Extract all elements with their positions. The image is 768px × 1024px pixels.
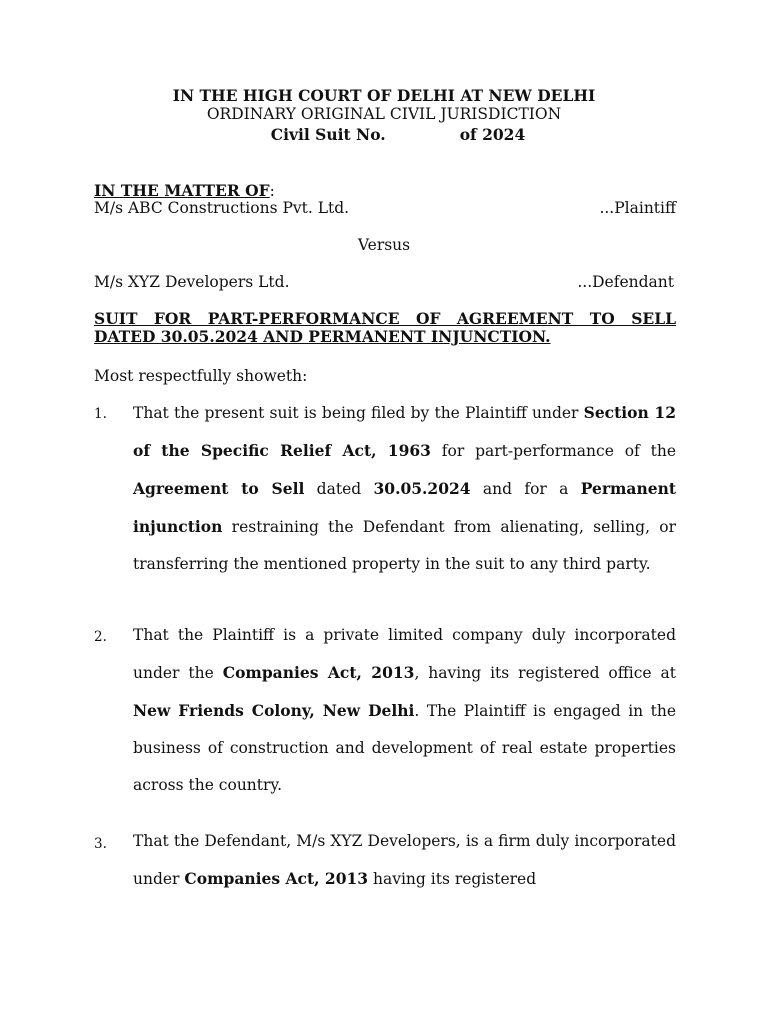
paragraph-bold-text: Companies Act, 2013	[222, 663, 415, 682]
plaintiff-name: M/s ABC Constructions Pvt. Ltd.	[94, 199, 350, 217]
paragraph-1	[133, 394, 676, 583]
paragraph-bold-text: Companies Act, 2013	[184, 869, 369, 888]
paragraph-number: 1.	[94, 406, 107, 422]
paragraph-text: That the Defendant, M/s XYZ Developers, is a firm duly incorporated under	[133, 832, 676, 888]
paragraph-text: . The Plaintiff is engaged in the business of construction and development of real estate properties across the country.	[133, 702, 676, 794]
paragraph-bold-text: Section 12 of the Specific Relief Act, 1963	[133, 403, 676, 460]
suit-number-line	[0, 125, 768, 144]
court-title: IN THE HIGH COURT OF DELHI AT NEW DELHI	[172, 86, 596, 105]
paragraph-text: having its registered	[368, 870, 537, 888]
suit-subject: SUIT FOR PART-PERFORMANCE OF AGREEMENT TO SELL DATED 30.05.2024 AND PERMANENT INJUNCTION.	[94, 309, 676, 346]
jurisdiction-line: ORDINARY ORIGINAL CIVIL JURISDICTION	[206, 105, 562, 123]
intro-text: Most respectfully showeth:	[94, 367, 308, 385]
plaintiff-role: ...Plaintiff	[599, 199, 676, 217]
paragraph-bold-text: 30.05.2024	[373, 479, 471, 498]
suit-prefix: Civil Suit No.	[270, 125, 386, 144]
suit-suffix: of 2024	[459, 125, 526, 144]
defendant-role: ...Defendant	[577, 273, 674, 291]
versus-label: Versus	[357, 236, 411, 254]
paragraph-text: and for a	[470, 480, 581, 498]
paragraph-text: restraining the Defendant from alienating, selling, or transferring the mentioned property in the suit to any third party.	[133, 518, 676, 573]
paragraph-text: That the present suit is being filed by the Plaintiff under	[133, 404, 584, 422]
matter-heading-text: IN THE MATTER OF	[94, 181, 270, 200]
matter-heading	[94, 181, 275, 200]
paragraph-2	[133, 617, 676, 804]
matter-heading-colon: :	[269, 182, 275, 200]
paragraph-text: for part-performance of the	[430, 442, 676, 460]
paragraph-3	[133, 823, 676, 898]
paragraph-bold-text: Permanent injunction	[133, 479, 677, 536]
paragraph-text: , having its registered office at	[414, 664, 676, 682]
paragraph-text: That the Plaintiff is a private limited company duly incorporated under the	[133, 626, 676, 682]
defendant-name: M/s XYZ Developers Ltd.	[94, 273, 290, 291]
paragraph-bold-text: Agreement to Sell	[133, 479, 305, 498]
paragraph-bold-text: New Friends Colony, New Delhi	[133, 701, 415, 720]
paragraph-number: 3.	[94, 836, 107, 852]
paragraph-number: 2.	[94, 629, 107, 645]
paragraph-text: dated	[304, 480, 374, 498]
